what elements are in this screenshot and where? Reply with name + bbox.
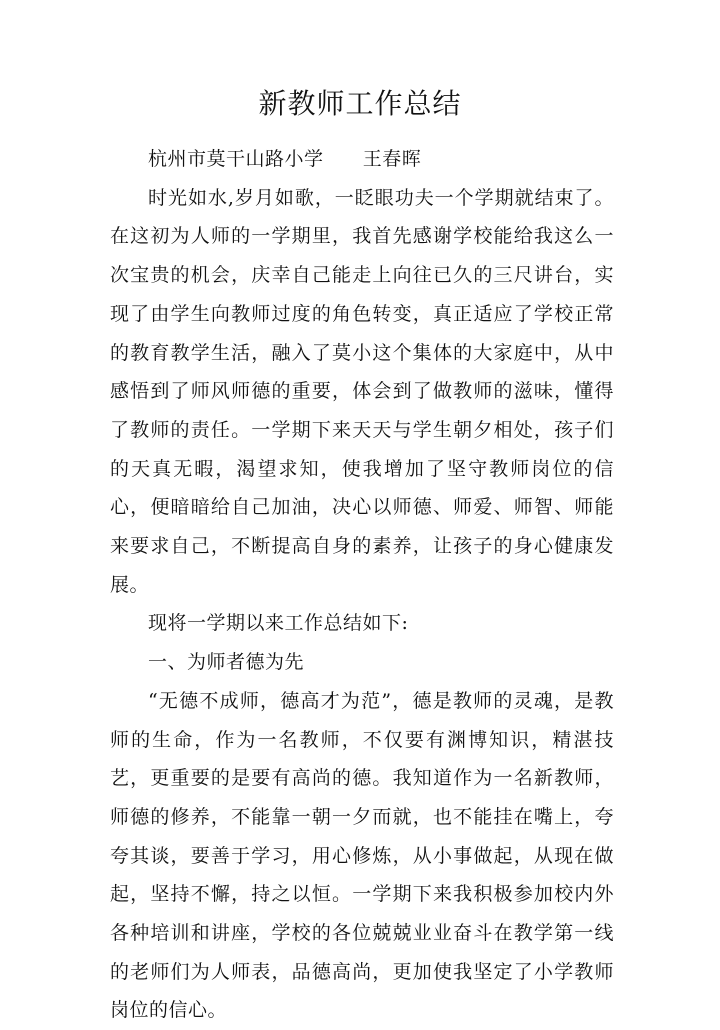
paragraph-ethics: “无德不成师，德高才为范”，德是教师的灵魂，是教师的生命，作为一名教师，不仅要有渊博知识，精湛技艺，更重要的是要有高尚的德。我知道作为一名新教师，师德的修养，不能靠一朝一夕而就，也不能挂在嘴上，夸夸其谈，要善于学习，用心修炼，从小事做起，从现在做起，坚持不懈，持之以恒。一学期下来我积极参加校内外各种培训和讲座，学校的各位兢兢业业奋斗在教学第一线的老师们为人师表，品德高尚，更加使我坚定了小学教师岗位的信心。 — [110, 689, 614, 1022]
paragraph-intro: 时光如水,岁月如歌，一眨眼功夫一个学期就结束了。在这初为人师的一学期里，我首先感谢学校能给我这么一次宝贵的机会，庆幸自己能走上向往已久的三尺讲台，实现了由学生向教师过度的角色转变，真正适应了学校正常的教育教学生活，融入了莫小这个集体的大家庭中，从中感悟到了师风师德的重要，体会到了做教师的滋味，懂得了教师的责任。一学期下来天天与学生朝夕相处，孩子们的天真无暇，渴望求知，使我增加了坚守教师岗位的信心，便暗暗给自己加油，决心以师德、师爱、师智、师能来要求自己，不断提高自身的素养，让孩子的身心健康发展。 — [110, 186, 614, 596]
document-title: 新教师工作总结 — [258, 87, 462, 120]
section-heading-1: 一、为师者德为先 — [148, 651, 305, 674]
author-line: 杭州市莫干山路小学 王春晖 — [148, 148, 422, 170]
document-body — [110, 140, 614, 1030]
paragraph-summary-lead: 现将一学期以来工作总结如下: — [148, 612, 409, 635]
